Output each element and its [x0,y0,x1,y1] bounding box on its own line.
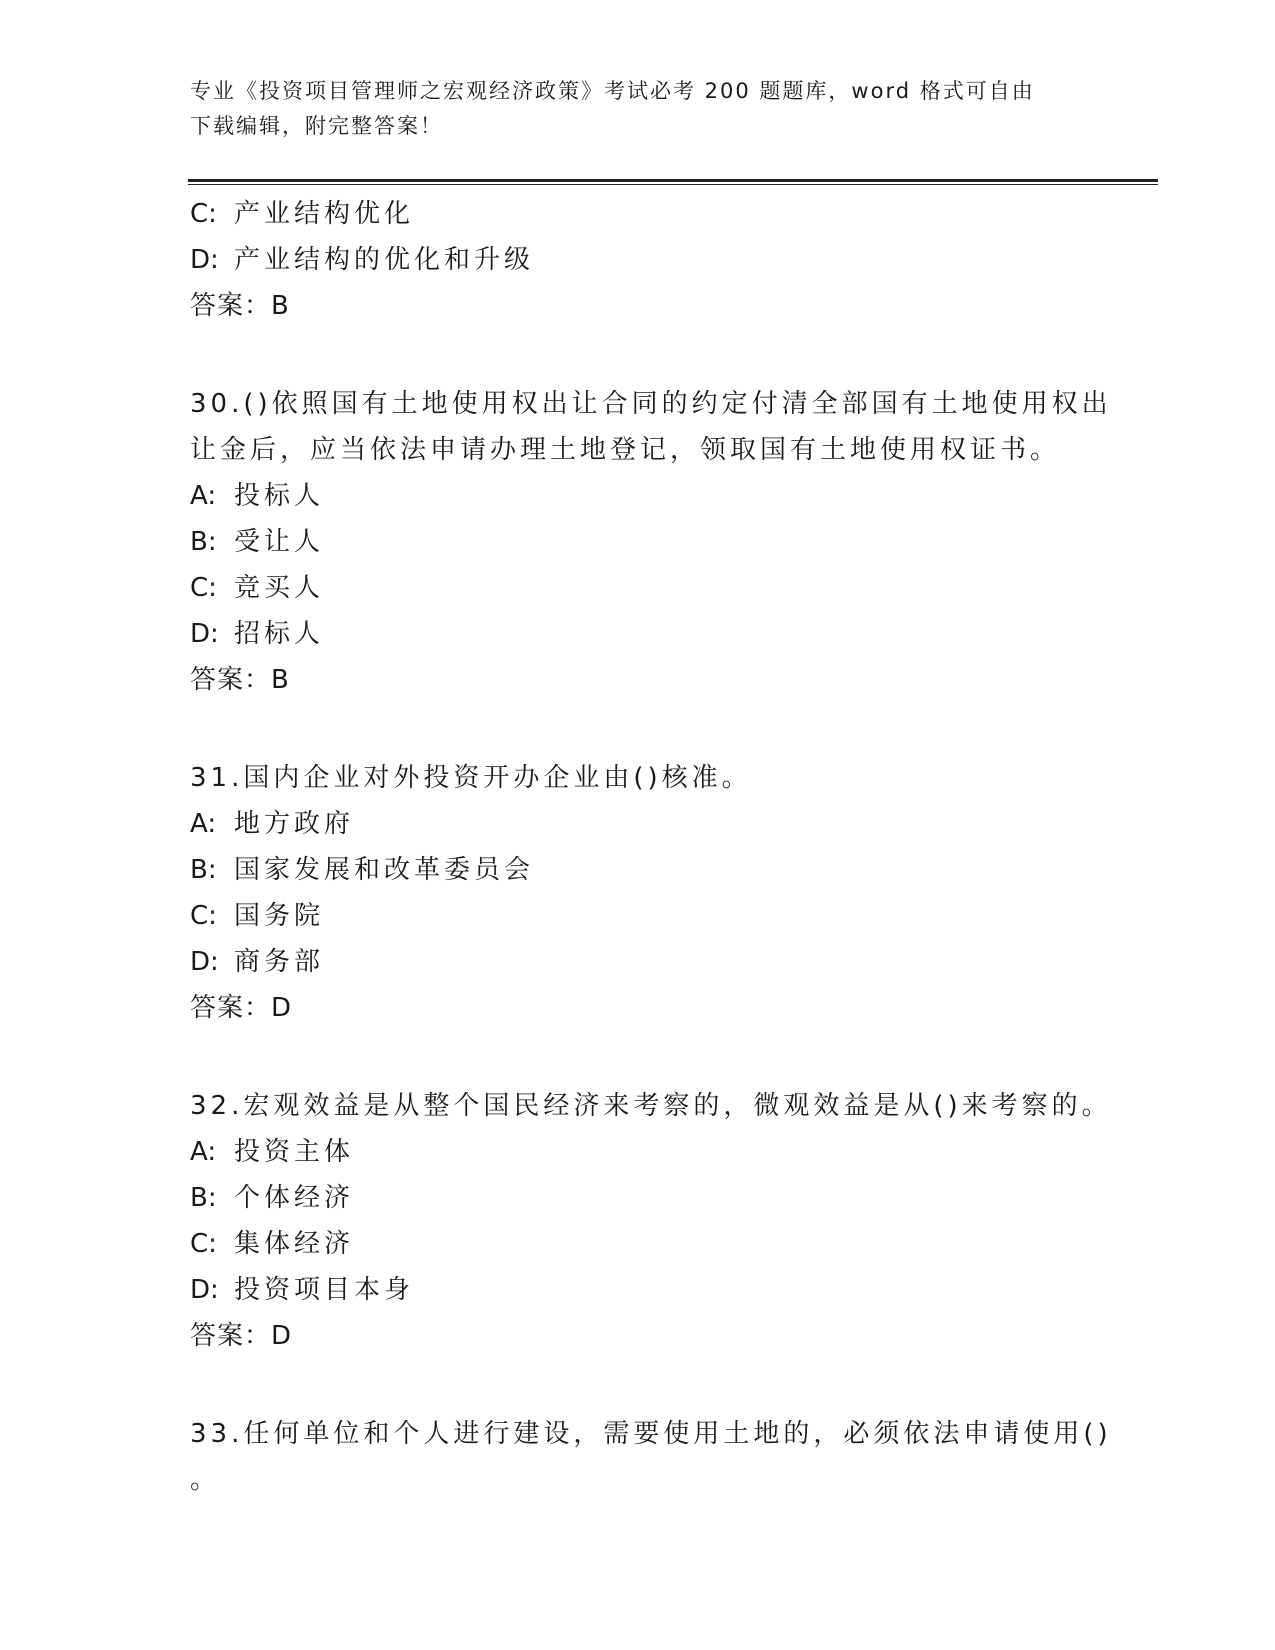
option-b: B: 受让人 [190,527,325,557]
question-content [190,191,1112,1503]
question-text: 31.国内企业对外投资开办企业由()核准。 [190,763,752,793]
option-d: D: 商务部 [190,947,325,977]
answer-line: 答案：D [190,993,293,1023]
question-text: 30.()依照国有土地使用权出让合同的约定付清全部国有土地使用权出 [190,389,1112,419]
question-33 [190,1411,1112,1503]
option-d: D: 产业结构的优化和升级 [190,245,535,275]
question-text: 33.任何单位和个人进行建设，需要使用土地的，必须依法申请使用() [190,1419,1112,1449]
header-divider [188,179,1158,182]
question-31 [190,755,1090,1031]
question-32 [190,1083,1112,1359]
page-header [190,74,1090,144]
option-b: B: 国家发展和改革委员会 [190,855,535,885]
option-c: C: 集体经济 [190,1229,355,1259]
option-c: C: 国务院 [190,901,325,931]
option-c: C: 竞买人 [190,573,325,603]
option-c: C: 产业结构优化 [190,199,415,229]
option-d: D: 招标人 [190,619,325,649]
header-line-1: 专业《投资项目管理师之宏观经济政策》考试必考 200 题题库，word 格式可自由 [190,79,1035,103]
answer-line: 答案：B [190,291,290,321]
question-text-continued: 。 [190,1465,221,1495]
option-a: A: 地方政府 [190,809,355,839]
header-divider-thin [188,184,1158,185]
header-line-2: 下载编辑，附完整答案！ [190,114,443,138]
question-text: 32.宏观效益是从整个国民经济来考察的，微观效益是从()来考察的。 [190,1091,1112,1121]
answer-line: 答案：D [190,1321,293,1351]
question-text-continued: 让金后，应当依法申请办理土地登记，领取国有土地使用权证书。 [190,435,1061,465]
option-a: A: 投资主体 [190,1137,355,1167]
answer-line: 答案：B [190,665,290,695]
option-b: B: 个体经济 [190,1183,355,1213]
carryover-block [190,191,1090,329]
option-a: A: 投标人 [190,481,325,511]
question-30 [190,381,1112,703]
option-d: D: 投资项目本身 [190,1275,415,1305]
